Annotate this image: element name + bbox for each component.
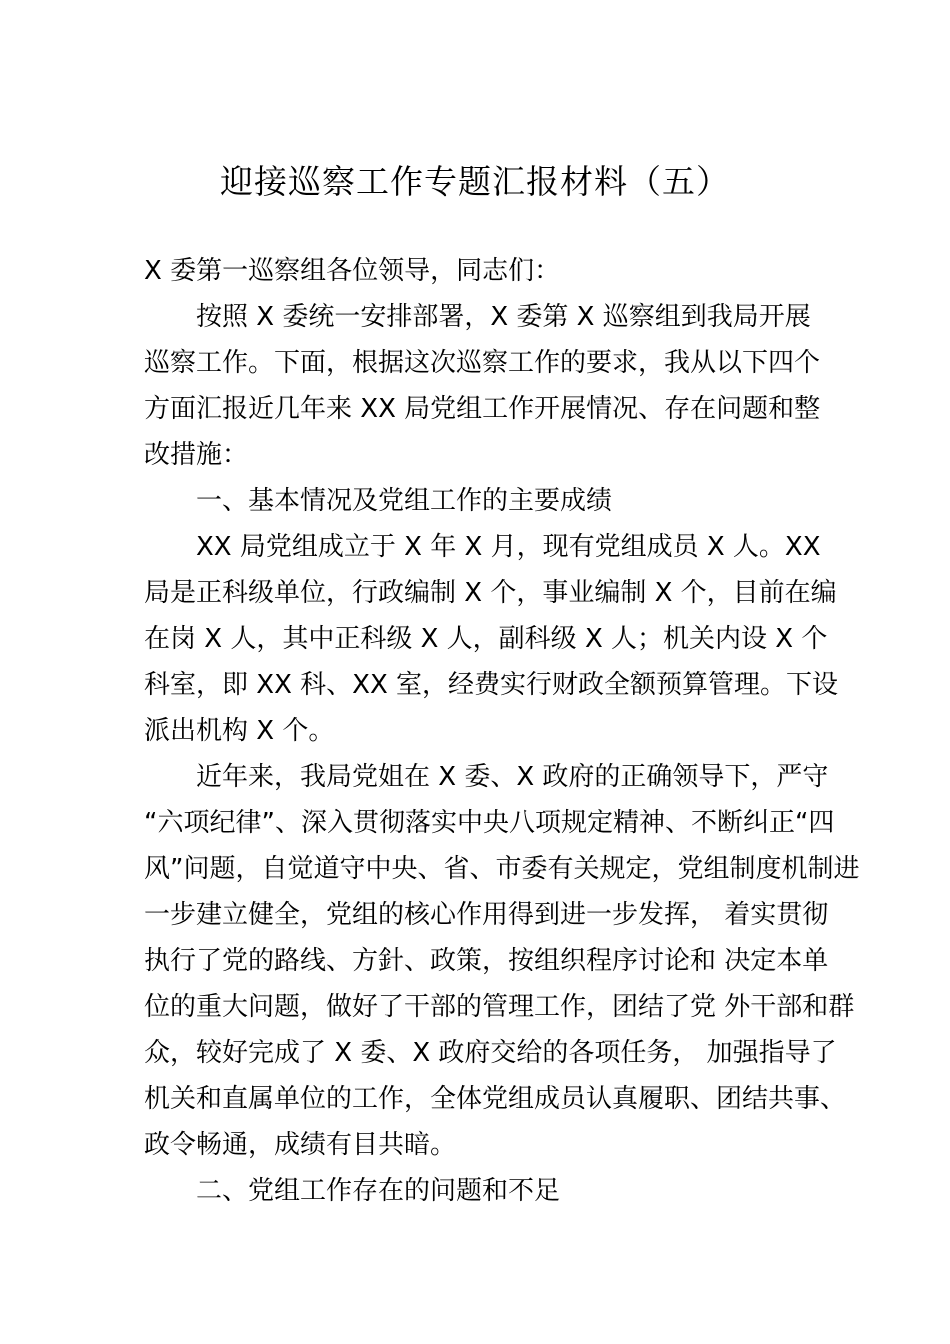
body-text-line: “六项纪律”、深入贯彻落实中央八项规定精神、不断纠正“四: [144, 808, 835, 838]
body-text-line: 位的重大问题，做好了干部的管理工作，团结了党 外干部和群: [144, 992, 855, 1022]
body-text-line: 执行了党的路线、方針、政策，按组织程序讨论和 决定本单: [144, 946, 829, 976]
body-text-line: 机关和直属单位的工作，全体党组成员认真履职、团结共事、: [144, 1084, 847, 1114]
body-text-line: 近年来，我局党姐在 X 委、X 政府的正确领导下，严守: [196, 762, 829, 792]
body-text-line: 风”问题，自觉道守中央、省、市委有关规定，党组制度机制进: [144, 854, 860, 884]
body-text-line: 局是正科级单位，行政编制 X 个，事业编制 X 个，目前在编: [144, 578, 837, 608]
document-body: [144, 248, 860, 1214]
body-text-line: 一步建立健全，党组的核心作用得到进一步发挥， 着实贯彻: [144, 900, 829, 930]
body-text-line: 一、基本情况及党组工作的主要成绩: [196, 486, 613, 516]
body-text-line: XX 局党组成立于 X 年 X 月，现有党组成员 X 人。XX: [196, 532, 821, 562]
body-text-line: 在岗 X 人，其中正科级 X 人，副科级 X 人；机关内设 X 个: [144, 624, 828, 654]
body-text-line: 方面汇报近几年来 XX 局党组工作开展情况、存在问题和整: [144, 394, 821, 424]
document-title: 迎接巡察工作专题汇报材料（五）: [220, 162, 730, 201]
body-text-line: 二、党组工作存在的问题和不足: [196, 1176, 561, 1206]
body-text-line: 派出机构 X 个。: [144, 716, 335, 746]
body-text-line: 科室，即 XX 科、XX 室，经费实行财政全额预算管理。下设: [144, 670, 839, 700]
body-text-line: 政令畅通，成绩有目共暗。: [144, 1130, 457, 1160]
body-text-line: X 委第一巡察组各位领导，同志们：: [144, 256, 561, 286]
body-text-line: 巡察工作。下面，根据这次巡察工作的要求，我从以下四个: [144, 348, 821, 378]
body-text-line: 改措施：: [144, 440, 249, 470]
body-text-line: 按照 X 委统一安排部署，X 委第 X 巡察组到我局开展: [196, 302, 811, 332]
body-text-line: 众，较好完成了 X 委、X 政府交给的各项任务， 加强指导了: [144, 1038, 837, 1068]
